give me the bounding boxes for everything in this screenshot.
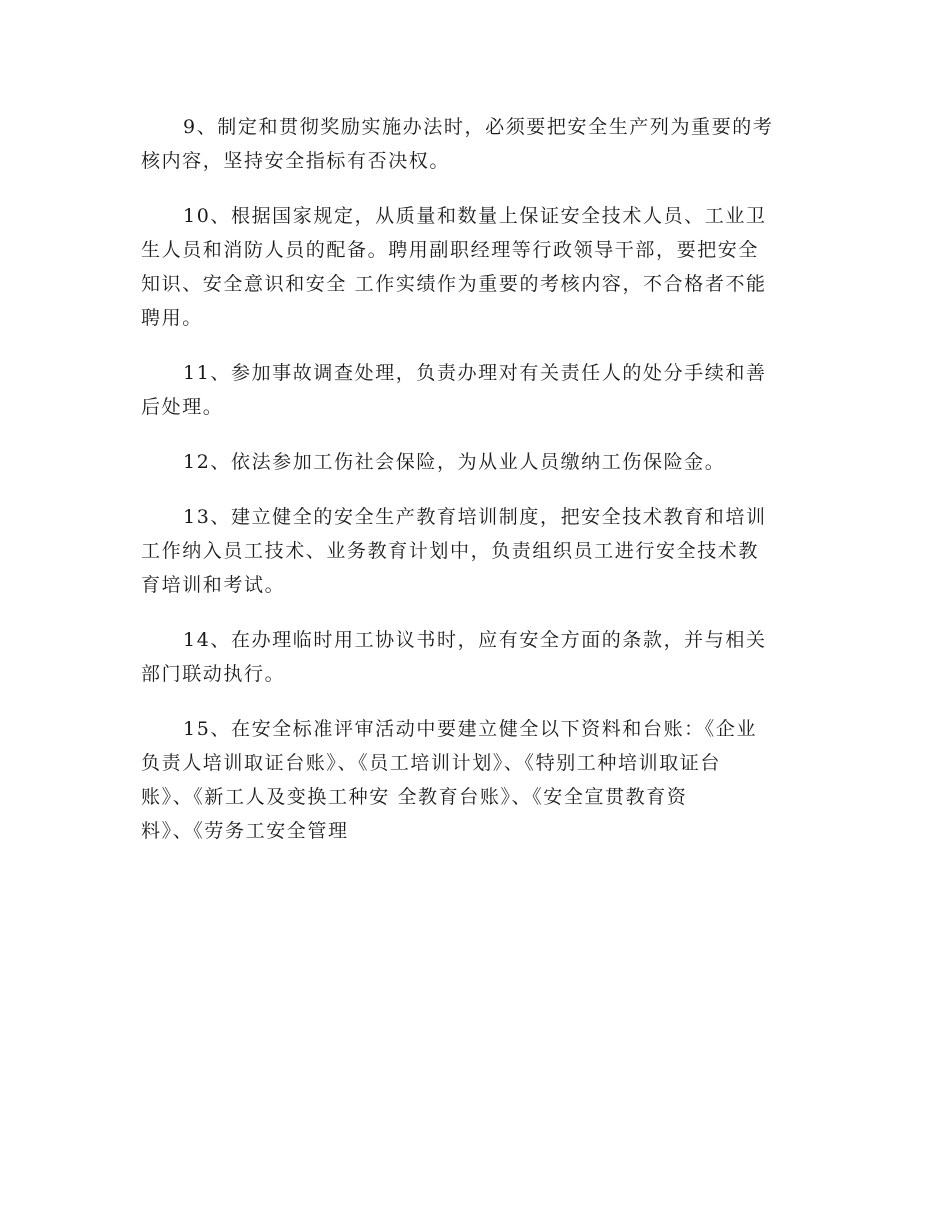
paragraph-line: 负责人培训取证台账》、《员工培训计划》、《特别工种培训取证台 [141,752,722,774]
paragraph-line: 知识、安全意识和安全 工作实绩作为重要的考核内容，不合格者不能 [141,273,767,295]
paragraph-line: 料》、《劳务工安全管理 [141,820,349,842]
paragraph-line: 育培训和考试。 [141,574,286,596]
paragraph-item-9 [141,110,807,178]
paragraph-item-15 [141,712,807,848]
paragraph-item-10 [141,199,807,335]
paragraph-line: 12、依法参加工伤社会保险，为从业人员缴纳工伤保险金。 [183,451,726,473]
paragraph-item-14 [141,623,807,691]
paragraph-line: 9、制定和贯彻奖励实施办法时，必须要把安全生产列为重要的考 [183,116,774,138]
paragraph-item-13 [141,500,807,602]
paragraph-line: 账》、《新工人及变换工种安 全教育台账》、《安全宣贯教育资 [141,786,688,808]
paragraph-line: 10、根据国家规定，从质量和数量上保证安全技术人员、工业卫 [183,205,767,227]
paragraph-item-12 [141,445,807,479]
paragraph-line: 核内容，坚持安全指标有否决权。 [141,150,451,172]
paragraph-line: 聘用。 [141,307,203,329]
paragraph-line: 15、在安全标准评审活动中要建立健全以下资料和台账：《企业 [183,718,758,740]
document-page [141,110,807,869]
paragraph-line: 生人员和消防人员的配备。聘用副职经理等行政领导干部，要把安全 [141,239,760,261]
paragraph-item-11 [141,356,807,424]
paragraph-line: 后处理。 [141,396,224,418]
paragraph-line: 14、在办理临时用工协议书时，应有安全方面的条款，并与相关 [183,629,767,651]
paragraph-line: 11、参加事故调查处理，负责办理对有关责任人的处分手续和善 [183,362,767,384]
paragraph-line: 工作纳入员工技术、业务教育计划中，负责组织员工进行安全技术教 [141,540,760,562]
paragraph-line: 部门联动执行。 [141,663,286,685]
paragraph-line: 13、建立健全的安全生产教育培训制度，把安全技术教育和培训 [183,506,767,528]
